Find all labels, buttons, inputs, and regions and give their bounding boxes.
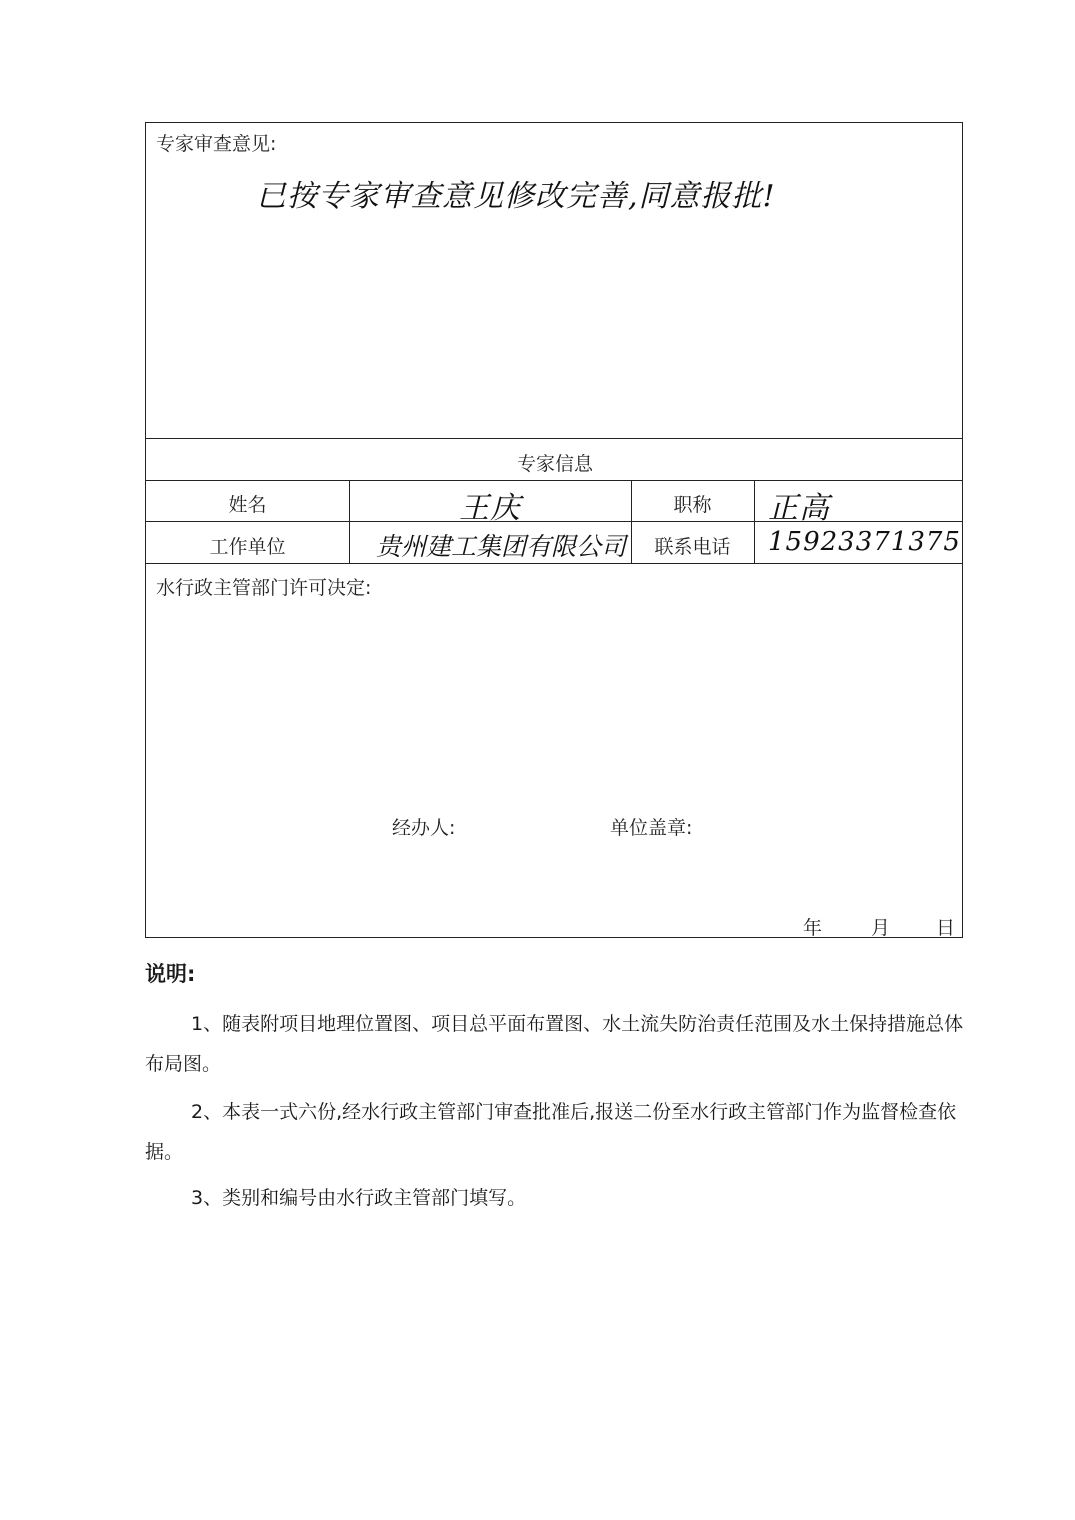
notes-title: 说明: — [145, 962, 196, 986]
date-year-label: 年 — [803, 917, 823, 939]
note-item-3: 3、类别和编号由水行政主管部门填写。 — [191, 1187, 527, 1209]
date-month-label: 月 — [871, 917, 891, 939]
unit-label: 工作单位 — [209, 536, 286, 558]
unit-value-handwriting: 贵州建工集团有限公司 — [376, 532, 627, 561]
expert-info-header: 专家信息 — [516, 453, 593, 475]
name-value-handwriting: 王庆 — [459, 491, 521, 526]
expert-opinion-label: 专家审查意见: — [156, 133, 277, 155]
title-value-handwriting: 正高 — [768, 491, 830, 526]
column-divider — [754, 480, 755, 563]
decision-label: 水行政主管部门许可决定: — [156, 577, 372, 599]
note-item-2: 2、本表一式六份,经水行政主管部门审查批准后,报送二份至水行政主管部门作为监督检查依据。 — [145, 1101, 957, 1163]
divider-line — [146, 563, 962, 564]
expert-opinion-handwriting: 已按专家审查意见修改完善,同意报批! — [256, 179, 776, 214]
phone-label: 联系电话 — [654, 536, 731, 558]
divider-line — [146, 438, 962, 439]
date-day-label: 日 — [936, 917, 956, 939]
divider-line — [146, 480, 962, 481]
approval-form-table — [145, 122, 963, 938]
title-label: 职称 — [673, 494, 712, 516]
phone-value-handwriting: 15923371375 — [768, 527, 961, 557]
handler-label: 经办人: — [392, 817, 456, 839]
name-label: 姓名 — [228, 494, 267, 516]
note-item-1: 1、随表附项目地理位置图、项目总平面布置图、水土流失防治责任范围及水土保持措施总体布局图。 — [145, 1013, 964, 1075]
seal-label: 单位盖章: — [610, 817, 693, 839]
